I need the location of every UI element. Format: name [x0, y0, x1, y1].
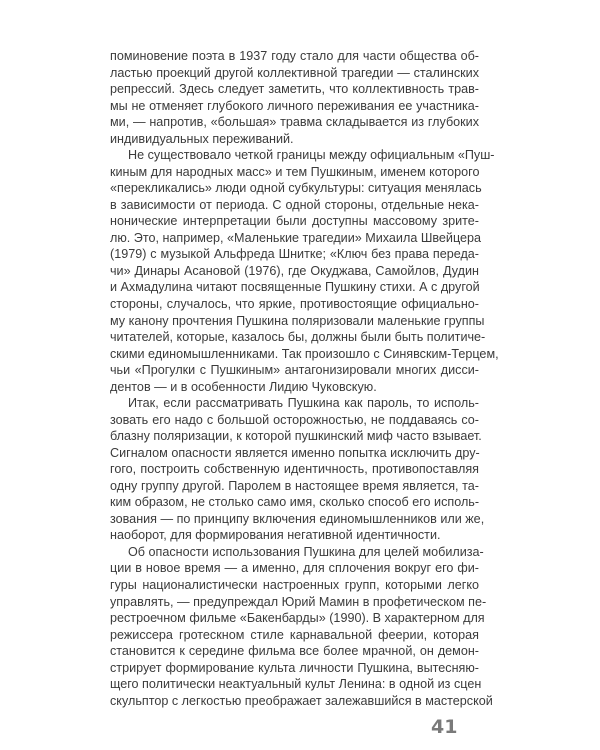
text-line: дентов — и в особенности Лидию Чуковскую.	[110, 379, 377, 394]
text-line: чьи «Прогулки с Пушкиным» антагонизировали многих дисси-	[110, 363, 479, 378]
text-line: гуры националистически настроенных групп, которыми легко	[110, 578, 479, 592]
text-line: и Ахмадулина читают посвященные Пушкину стихи. А с другой	[110, 280, 480, 295]
page-body-text	[110, 48, 499, 709]
text-line: Об опасности использования Пушкина для целей мобилиза-	[128, 544, 484, 559]
text-line: индивидуальных переживаний.	[110, 131, 294, 146]
text-line: становится к середине фильма все более мрачной, он демон-	[110, 644, 479, 659]
page-number: 41	[431, 716, 458, 738]
text-line: одну группу другой. Паролем в настоящее время является, та-	[110, 478, 479, 493]
text-line: мы не отменяет глубокого личного переживания ее участника-	[110, 98, 479, 113]
text-line: ции в новое время — а именно, для сплочения вокруг его фи-	[110, 561, 479, 576]
text-line: лю. Это, например, «Маленькие трагедии» Михаила Швейцера	[110, 230, 482, 245]
text-line: управлять, — предупреждал Юрий Мамин в профетическом пе-	[110, 594, 487, 609]
text-line: Итак, если рассматривать Пушкина как пароль, то исполь-	[128, 396, 479, 411]
text-line: скими единомышленниками. Так произошло с Синявским-Терцем,	[110, 346, 499, 361]
text-line: поминовение поэта в 1937 году стало для части общества об-	[110, 49, 479, 63]
text-line: щего политически неактуальный культ Ленина: в одной из сцен	[110, 677, 482, 692]
text-line: ластью проекций другой коллективной трагедии — сталинских	[110, 65, 479, 80]
text-line: читателей, которые, казалось бы, должны были быть политиче-	[110, 330, 486, 345]
text-line: репрессий. Здесь следует заметить, что коллективность трав-	[110, 82, 479, 97]
text-line: му канону прочтения Пушкина поляризовали маленькие группы	[110, 313, 485, 328]
text-line: стороны, случалось, что яркие, противостоящие официально-	[110, 296, 479, 311]
text-line: Не существовало четкой границы между официальным «Пуш-	[128, 148, 495, 163]
text-line: нонические интерпретации были доступны массовому зрите-	[110, 214, 479, 229]
paragraph	[110, 395, 485, 544]
text-line: ким образом, не столько само имя, сколько способ его исполь-	[110, 495, 480, 510]
text-line: наоборот, для формирования негативной идентичности.	[110, 528, 441, 543]
text-line: киным для народных масс» и тем Пушкиным, именем которого	[110, 164, 480, 179]
text-line: скульптор с легкостью преображает залежавшийся в мастерской	[110, 693, 493, 708]
text-line: блазну поляризации, к которой пушкинский миф часто взывает.	[110, 429, 482, 444]
paragraph	[110, 544, 493, 709]
text-line: в зависимости от периода. С одной стороны, отдельные нека-	[110, 197, 479, 212]
text-line: рестроечном фильме «Бакенбарды» (1990). В характерном для	[110, 611, 485, 626]
paragraph	[110, 48, 479, 147]
text-line: «перекликались» люди одной субкультуры: ситуация менялась	[110, 181, 482, 196]
text-line: гого, построить собственную идентичность, противопоставляя	[110, 462, 479, 477]
text-line: ми, — напротив, «большая» травма складывается из глубоких	[110, 115, 479, 130]
paragraph	[110, 147, 499, 395]
text-line: зования — по принципу включения единомышленников или же,	[110, 511, 485, 526]
text-line: чи» Динары Асановой (1976), где Окуджава, Самойлов, Дудин	[110, 263, 479, 278]
text-line: режиссера гротескном стиле карнавальной феерии, которая	[110, 627, 479, 642]
text-line: (1979) с музыкой Альфреда Шнитке; «Ключ без права переда-	[110, 247, 479, 262]
text-line: Сигналом опасности является именно попытка исключить дру-	[110, 445, 480, 460]
text-line: стрирует формирование культа личности Пушкина, вытесняю-	[110, 660, 479, 675]
text-line: зовать его надо с большой осторожностью, не поддаваясь со-	[110, 412, 479, 427]
